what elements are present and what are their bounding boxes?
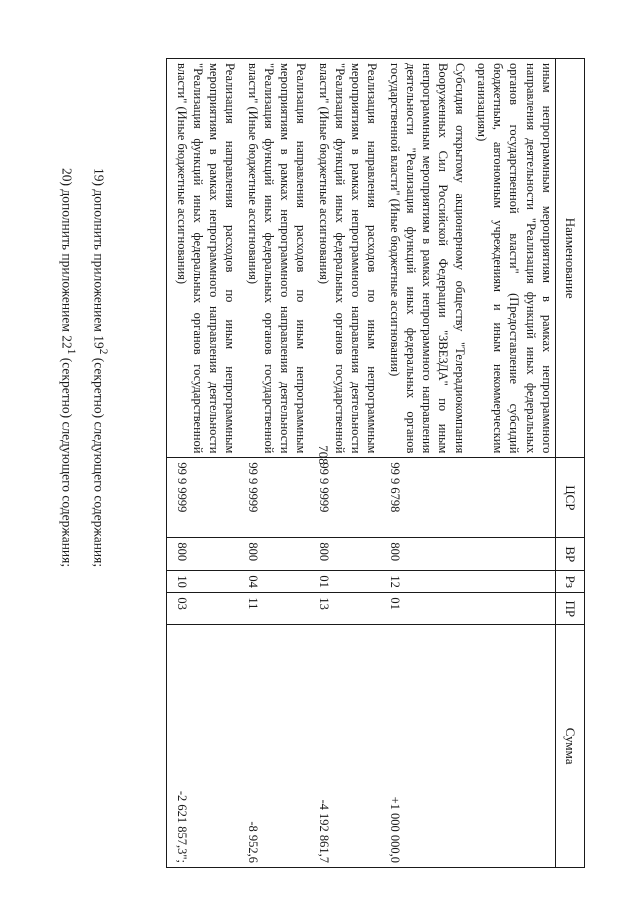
row-csr: 99 9 9999 xyxy=(239,458,310,538)
row-sum: -4 192 861,7 xyxy=(310,625,381,868)
page-number: 708 xyxy=(316,445,331,465)
row-vr: 800 xyxy=(239,538,310,571)
row-csr: 99 9 6798 xyxy=(381,458,468,538)
row-pr xyxy=(468,593,556,625)
row-rz xyxy=(468,571,556,593)
item-19-superscript: 2 xyxy=(97,348,109,355)
item-20-prefix: 20) дополнить приложением 22 xyxy=(59,168,75,349)
row-name: Реализация направления расходов по иным непрограммным мероприятиям в рамках непрограммного направления деятельности "Реализация функций иных федеральных органов государственной власти" (Иные бюджетные ассигнования) xyxy=(167,59,239,458)
row-name: Субсидия открытому акционерному обществу "Телерадиокомпания Вооруженных Сил Российской Федерации "ЗВЕЗДА" по иным непрограммным мероприятиям в рамках непрограммного направления деятельности "Реализация функций иных федеральных органов государственной власти" (Иные бюджетные ассигнования) xyxy=(381,59,468,458)
header-pr: ПР xyxy=(556,593,585,625)
row-rz: 10 xyxy=(167,571,239,593)
row-pr: 13 xyxy=(310,593,381,625)
row-rz: 12 xyxy=(381,571,468,593)
header-vr: ВР xyxy=(556,538,585,571)
row-vr: 800 xyxy=(167,538,239,571)
row-vr: 800 xyxy=(381,538,468,571)
row-rz: 04 xyxy=(239,571,310,593)
row-sum: -8 952,6 xyxy=(239,625,310,868)
row-csr xyxy=(468,458,556,538)
table-row xyxy=(468,59,556,868)
rotated-page-content xyxy=(45,58,585,868)
header-rz: Рз xyxy=(556,571,585,593)
row-vr: 800 xyxy=(310,538,381,571)
table-row xyxy=(381,59,468,868)
item-19 xyxy=(91,168,110,567)
table-row xyxy=(310,59,381,868)
row-csr: 99 9 9999 xyxy=(167,458,239,538)
row-name: иным непрограммным мероприятиям в рамках непрограммного направления деятельности "Реализация функций иных федеральных органов государственной власти" (Предоставление субсидий бюджетным, автономным учреждениям и иным некоммерческим организациям) xyxy=(468,59,556,458)
budget-table xyxy=(167,58,586,868)
row-pr: 01 xyxy=(381,593,468,625)
table-row xyxy=(239,59,310,868)
item-19-suffix: (секретно) следующего содержания; xyxy=(91,354,107,568)
row-sum: -2 621 857,3"; xyxy=(167,625,239,868)
header-sum: Сумма xyxy=(556,625,585,868)
row-name: Реализация направления расходов по иным непрограммным мероприятиям в рамках непрограммного направления деятельности "Реализация функций иных федеральных органов государственной власти" (Иные бюджетные ассигнования) xyxy=(239,59,310,458)
row-name: Реализация направления расходов по иным непрограммным мероприятиям в рамках непрограммного направления деятельности "Реализация функций иных федеральных органов государственной власти" (Иные бюджетные ассигнования) xyxy=(310,59,381,458)
row-csr: 99 9 9999 xyxy=(310,458,381,538)
item-20-superscript: 1 xyxy=(65,348,77,355)
table-header-row xyxy=(556,59,585,868)
item-20-suffix: (секретно) следующего содержания; xyxy=(59,354,75,568)
row-sum: +1 000 000,0 xyxy=(381,625,468,868)
row-pr: 03 xyxy=(167,593,239,625)
item-19-prefix: 19) дополнить приложением 19 xyxy=(91,168,107,349)
row-vr xyxy=(468,538,556,571)
row-rz: 01 xyxy=(310,571,381,593)
header-name: Наименование xyxy=(556,59,585,458)
table-row xyxy=(167,59,239,868)
item-20 xyxy=(59,168,78,567)
header-csr: ЦСР xyxy=(556,458,585,538)
row-pr: 11 xyxy=(239,593,310,625)
row-sum xyxy=(468,625,556,868)
